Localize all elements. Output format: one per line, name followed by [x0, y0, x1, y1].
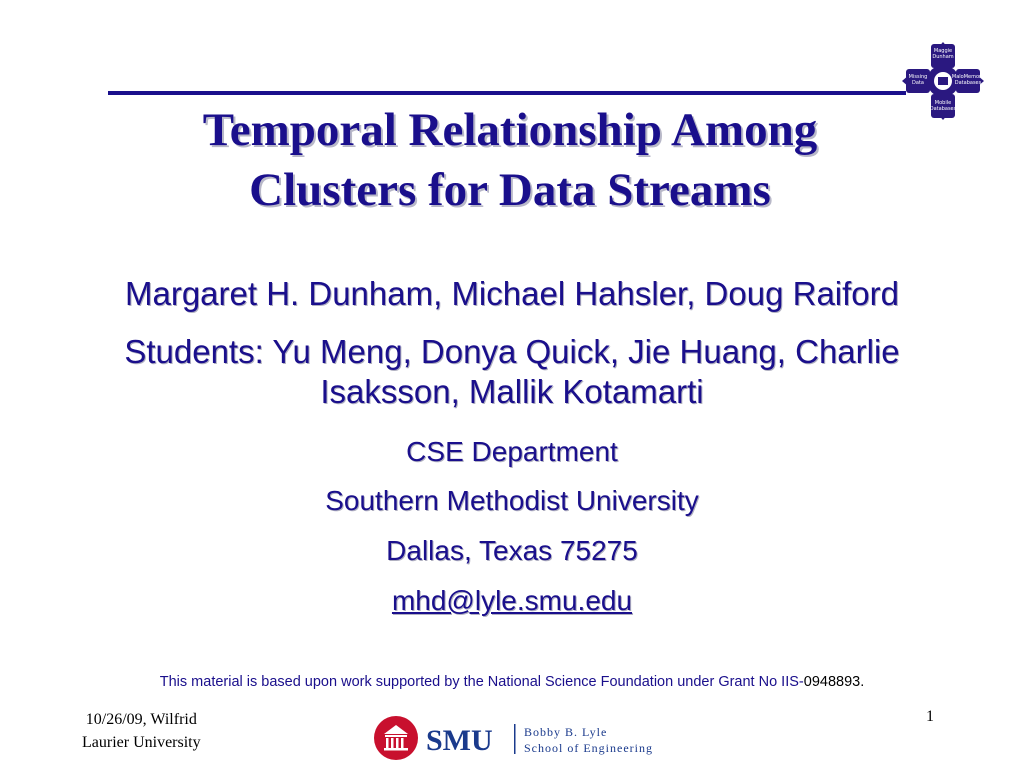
- students-line-2: Isaksson, Mallik Kotamarti: [320, 373, 704, 410]
- grant-number: 0948893.: [803, 674, 865, 690]
- authors: Margaret H. Dunham, Michael Hahsler, Doug Raiford: [124, 275, 899, 312]
- smu-wordmark: SMU: [426, 724, 493, 757]
- logo-label: Databases: [929, 106, 957, 112]
- smu-lyle-logo: [372, 712, 702, 764]
- logo-label: Dunham: [932, 54, 954, 60]
- footer-date: [82, 708, 201, 754]
- logo-label: Maggie: [933, 48, 953, 54]
- logo-label: Data: [912, 80, 924, 86]
- title-line-2: Clusters for Data Streams: [249, 164, 771, 216]
- email-link[interactable]: mhd@lyle.smu.edu: [391, 585, 633, 616]
- logo-label: Databases: [954, 80, 982, 86]
- funding-footnote: [0, 674, 1024, 690]
- logo-label: Missing: [908, 74, 928, 80]
- footnote-text: This material is based upon work supported by the National Science Foundation under Grant No IIS-: [159, 674, 804, 690]
- school-line-2: School of Engineering: [524, 741, 653, 755]
- logo-label: Mobile: [934, 100, 952, 106]
- page-number: 1: [926, 708, 934, 725]
- university: Southern Methodist University: [325, 485, 699, 516]
- title-line-1: Temporal Relationship Among: [202, 104, 818, 156]
- logo-label: MaloMemory: [951, 74, 985, 80]
- school-line-1: Bobby B. Lyle: [524, 725, 608, 739]
- city-address: Dallas, Texas 75275: [386, 535, 638, 566]
- footer-date-line-2: Laurier University: [82, 734, 201, 751]
- footer-date-line-1: 10/26/09, Wilfrid: [85, 711, 197, 728]
- title-rule: [108, 91, 906, 95]
- students-line-1: Students: Yu Meng, Donya Quick, Jie Huang, Charlie: [124, 333, 900, 370]
- students: [0, 332, 1024, 412]
- department: CSE Department: [406, 436, 618, 467]
- slide-title: [60, 100, 960, 220]
